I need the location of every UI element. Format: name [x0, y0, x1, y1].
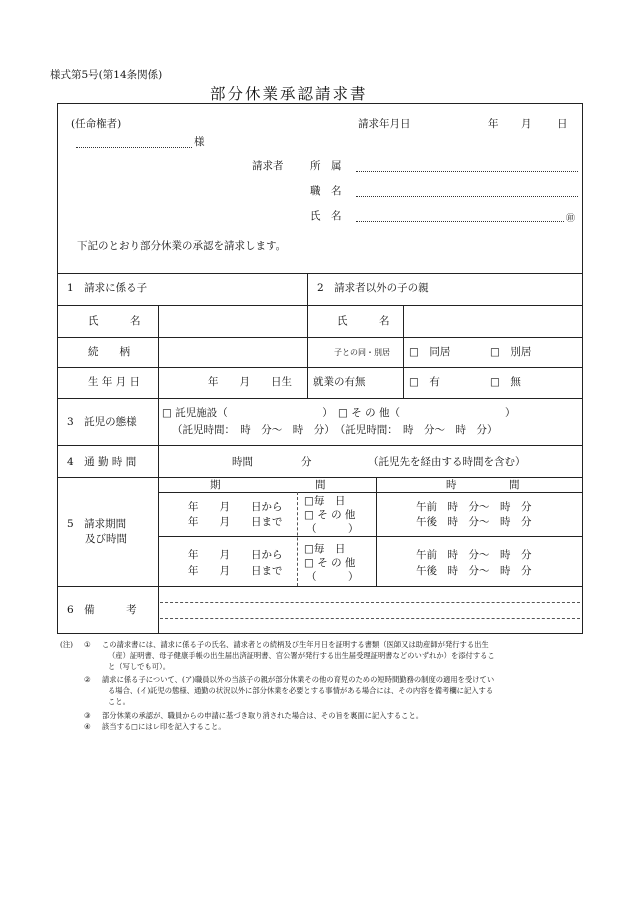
- child-name-field[interactable]: [160, 307, 305, 335]
- cohabit-option-separate[interactable]: □ 別居: [490, 346, 532, 358]
- frame-right: [582, 103, 583, 634]
- position-field[interactable]: [356, 196, 578, 197]
- month-label: 月: [521, 118, 532, 130]
- note-1-line-1: この請求書には、請求に係る子の氏名、請求者との続柄及び生年月日を証明する書類（医師又は助産師が発行する出生: [102, 640, 489, 649]
- cohabit-option-together[interactable]: □ 同居: [409, 346, 451, 358]
- affiliation-label: 所 属: [310, 160, 342, 172]
- note-mark-3: ③: [84, 711, 91, 720]
- row-line: [158, 492, 583, 493]
- birthdate-field[interactable]: 年 月 日生: [208, 376, 292, 388]
- year-label: 年: [488, 118, 499, 130]
- remarks-line[interactable]: [160, 618, 580, 619]
- cohabit-label: 子との同・別居: [334, 348, 390, 357]
- period-column-header: 期 間: [210, 479, 326, 491]
- remarks-line[interactable]: [160, 602, 580, 603]
- note-mark-4: ④: [84, 722, 91, 731]
- requester-label: 請求者: [252, 160, 284, 172]
- work-status-label: 就業の有無: [313, 376, 366, 388]
- freq-daily-1[interactable]: □毎 日: [304, 495, 346, 507]
- commute-minutes-label: 分: [301, 456, 312, 468]
- s6-heading: 6 備 考: [67, 604, 137, 616]
- note-3: 部分休業の承認が、職員からの申請に基づき取り消された場合は、その旨を裏面に記入すること。: [102, 711, 424, 720]
- name-label: 氏 名: [310, 210, 342, 222]
- commute-note: （託児先を経由する時間を含む）: [368, 456, 526, 468]
- relation-field[interactable]: [160, 339, 305, 365]
- col-line: [376, 477, 377, 586]
- freq-other-detail-2[interactable]: （ ）: [306, 571, 359, 583]
- time-pm-2[interactable]: 午後 時 分～ 時 分: [416, 565, 532, 577]
- note-1-line-2: （産）証明書、母子健康手帳の出生届出済証明書、官公署が発行する出生届受理証明書などのいずれか）を添付するこ: [108, 651, 495, 660]
- col-line: [158, 398, 159, 586]
- col-line: [158, 305, 159, 398]
- frame-bottom: [57, 633, 583, 634]
- request-statement: 下記のとおり部分休業の承認を請求します。: [77, 240, 287, 252]
- s4-heading: 4 通 勤 時 間: [67, 456, 137, 468]
- freq-other-2[interactable]: □ そ の 他: [304, 557, 356, 569]
- time-pm-1[interactable]: 午後 時 分～ 時 分: [416, 516, 532, 528]
- note-4: 該当する□にはレ印を記入すること。: [102, 722, 226, 731]
- row-line: [57, 445, 583, 446]
- time-am-1[interactable]: 午前 時 分～ 時 分: [416, 501, 532, 513]
- col-line: [158, 586, 159, 633]
- period-from-1[interactable]: 年 月 日から: [188, 501, 283, 513]
- page-title: 部分休業承認請求書: [210, 85, 368, 103]
- row-line: [57, 367, 583, 368]
- row-line: [57, 273, 583, 274]
- request-date-label: 請求年月日: [358, 118, 411, 130]
- frame-left: [57, 103, 58, 634]
- time-am-2[interactable]: 午前 時 分～ 時 分: [416, 549, 532, 561]
- appointer-label: (任命権者): [71, 118, 122, 130]
- s3-heading: 3 託児の態様: [67, 416, 137, 428]
- note-2-line-1: 請求に係る子について、(ア)職員以外の当該子の親が部分休業その他の育児のための短時間勤務の制度の適用を受けてい: [102, 675, 495, 684]
- position-label: 職 名: [310, 185, 342, 197]
- s2-heading: 2 請求者以外の子の親: [317, 282, 429, 294]
- name-field[interactable]: [356, 221, 564, 222]
- note-mark-2: ②: [84, 675, 91, 684]
- time-column-header: 時 間: [446, 479, 520, 491]
- child-name-label: 氏 名: [88, 315, 141, 327]
- parent-name-field[interactable]: [405, 307, 580, 335]
- col-dash-line: [297, 492, 298, 586]
- freq-other-detail-1[interactable]: （ ）: [306, 523, 359, 535]
- appointer-name-line[interactable]: [76, 147, 192, 148]
- col-line: [403, 305, 404, 398]
- col-line: [307, 273, 308, 398]
- row-line: [57, 337, 583, 338]
- childcare-options[interactable]: □ 託児施設（ ） □ そ の 他（ ）: [162, 407, 516, 419]
- parent-name-label: 氏 名: [337, 315, 390, 327]
- note-2-line-2: る場合、(イ)託児の態様、通勤の状況以外に部分休業を必要とする事情がある場合には、その内容を備考欄に記入する: [108, 686, 494, 695]
- period-to-1[interactable]: 年 月 日まで: [188, 516, 283, 528]
- period-from-2[interactable]: 年 月 日から: [188, 549, 283, 561]
- row-line: [57, 586, 583, 587]
- s5-heading: 5 請求期間: [67, 518, 127, 530]
- freq-daily-2[interactable]: □毎 日: [304, 543, 346, 555]
- s5-heading-2: 及び時間: [85, 533, 127, 545]
- freq-other-1[interactable]: □ そ の 他: [304, 509, 356, 521]
- row-line: [158, 536, 583, 537]
- affiliation-field[interactable]: [356, 171, 578, 172]
- relation-label: 続 柄: [88, 346, 130, 358]
- day-label: 日: [557, 118, 568, 130]
- note-1-line-3: と（写しでも可）。: [108, 662, 171, 671]
- row-line: [57, 477, 583, 478]
- note-2-line-3: こと。: [108, 697, 130, 706]
- commute-hours-label: 時間: [232, 456, 253, 468]
- s1-heading: 1 請求に係る子: [67, 282, 148, 294]
- row-line: [57, 305, 583, 306]
- seal-mark: ㊞: [566, 214, 576, 224]
- note-mark-1: ①: [84, 640, 91, 649]
- work-option-no[interactable]: □ 無: [490, 376, 521, 388]
- period-to-2[interactable]: 年 月 日まで: [188, 565, 283, 577]
- frame-top: [57, 103, 583, 104]
- form-number: 様式第5号(第14条関係): [50, 69, 163, 81]
- childcare-hours[interactable]: （託児時間： 時 分～ 時 分） （託児時間： 時 分～ 時 分）: [172, 424, 498, 436]
- work-option-yes[interactable]: □ 有: [409, 376, 440, 388]
- birthdate-label: 生 年 月 日: [88, 376, 141, 388]
- notes-label: (注): [60, 640, 73, 649]
- row-line: [57, 398, 583, 399]
- sama-label: 様: [194, 136, 205, 148]
